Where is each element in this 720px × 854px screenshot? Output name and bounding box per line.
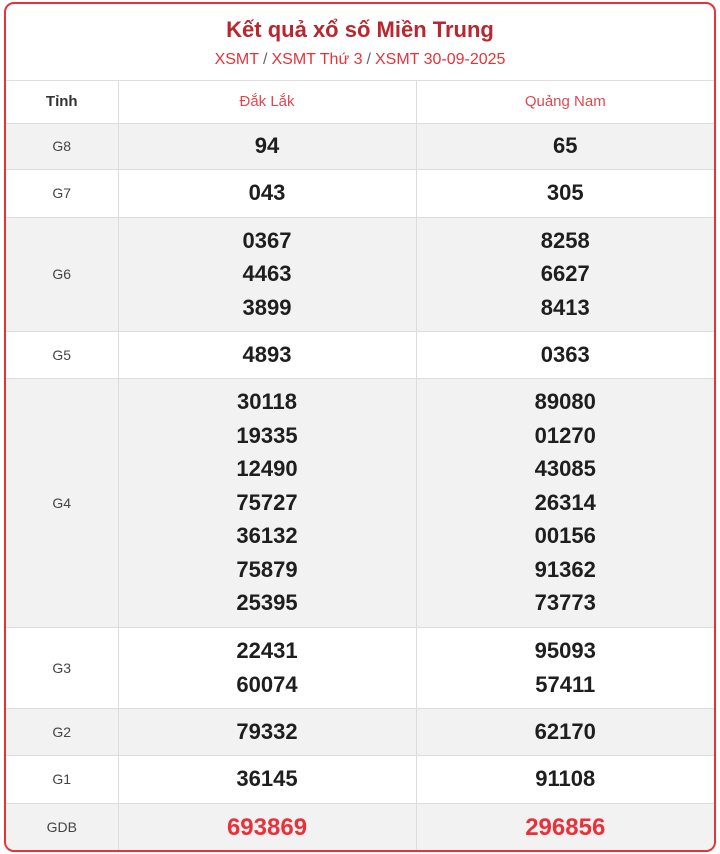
result-quang-nam (416, 708, 714, 755)
breadcrumb-xsmt[interactable]: XSMT (214, 51, 260, 68)
result-number: 94 (254, 133, 280, 159)
table-header-row (6, 81, 714, 123)
result-number: 73773 (534, 590, 596, 616)
result-dak-lak (118, 803, 416, 851)
result-number: 57411 (535, 671, 596, 697)
result-number: 6627 (540, 261, 590, 287)
breadcrumb-xsmt-weekday[interactable]: XSMT Thứ 3 (271, 51, 363, 68)
results-header (6, 4, 714, 81)
result-dak-lak (118, 378, 416, 627)
result-quang-nam (416, 803, 714, 851)
breadcrumb (6, 50, 714, 70)
result-quang-nam (416, 217, 714, 331)
result-number: 22431 (236, 638, 298, 663)
result-quang-nam (416, 755, 714, 803)
result-dak-lak (118, 169, 416, 217)
result-number: 62170 (534, 718, 596, 744)
result-dak-lak (118, 331, 416, 378)
result-number: 296856 (525, 813, 606, 841)
result-number: 60074 (236, 671, 298, 697)
result-number: 91108 (535, 766, 596, 792)
result-dak-lak (118, 627, 416, 708)
table-row (6, 627, 714, 708)
result-number: 89080 (534, 389, 596, 415)
table-row (6, 217, 714, 331)
result-number: 3899 (242, 294, 292, 320)
result-number: 91362 (534, 556, 596, 582)
province-dak-lak[interactable]: Đắk Lắk (118, 81, 416, 123)
result-number: 00156 (534, 523, 596, 549)
result-quang-nam (416, 627, 714, 708)
breadcrumb-separator: / (263, 51, 268, 68)
result-number: 95093 (534, 638, 596, 663)
table-row (6, 755, 714, 803)
result-number: 43085 (534, 456, 596, 482)
prize-label: G4 (6, 378, 118, 627)
table-row (6, 169, 714, 217)
prize-label: G6 (6, 217, 118, 331)
prize-label: G7 (6, 169, 118, 217)
results-card (4, 2, 716, 852)
result-number: 75879 (236, 556, 298, 582)
result-number: 0363 (540, 341, 590, 367)
result-number: 4463 (242, 261, 292, 287)
result-dak-lak (118, 217, 416, 331)
result-number: 693869 (226, 813, 308, 841)
breadcrumb-separator: / (366, 51, 371, 68)
result-quang-nam (416, 378, 714, 627)
result-number: 043 (248, 180, 286, 206)
prize-label: G1 (6, 755, 118, 803)
result-number: 25395 (236, 590, 298, 616)
result-number: 75727 (236, 489, 298, 515)
table-row (6, 803, 714, 851)
prize-label: G5 (6, 331, 118, 378)
prize-label: G3 (6, 627, 118, 708)
result-number: 30118 (237, 389, 297, 415)
result-number: 65 (553, 133, 578, 159)
table-row (6, 708, 714, 755)
results-table (6, 81, 714, 851)
result-number: 36132 (236, 523, 298, 549)
result-number: 36145 (236, 766, 298, 792)
breadcrumb-xsmt-date[interactable]: XSMT 30-09-2025 (374, 51, 506, 68)
result-quang-nam (416, 123, 714, 169)
result-number: 0367 (242, 227, 292, 253)
table-row (6, 378, 714, 627)
result-dak-lak (118, 708, 416, 755)
result-quang-nam (416, 169, 714, 217)
result-dak-lak (118, 123, 416, 169)
result-quang-nam (416, 331, 714, 378)
table-row (6, 331, 714, 378)
prize-label: G8 (6, 123, 118, 169)
result-number: 8258 (540, 227, 590, 253)
table-row (6, 123, 714, 169)
result-dak-lak (118, 755, 416, 803)
result-number: 12490 (236, 456, 298, 482)
province-quang-nam[interactable]: Quảng Nam (416, 81, 714, 123)
result-number: 79332 (236, 718, 298, 744)
result-number: 26314 (534, 489, 596, 515)
prize-label: G2 (6, 708, 118, 755)
result-number: 01270 (534, 422, 596, 448)
result-number: 4893 (242, 341, 292, 367)
page-title: Kết quả xổ số Miền Trung (226, 17, 494, 42)
result-number: 8413 (540, 294, 590, 320)
result-number: 19335 (236, 422, 298, 448)
result-number: 305 (546, 180, 584, 206)
prize-label: GDB (6, 803, 118, 851)
province-column-header: Tỉnh (6, 81, 118, 123)
